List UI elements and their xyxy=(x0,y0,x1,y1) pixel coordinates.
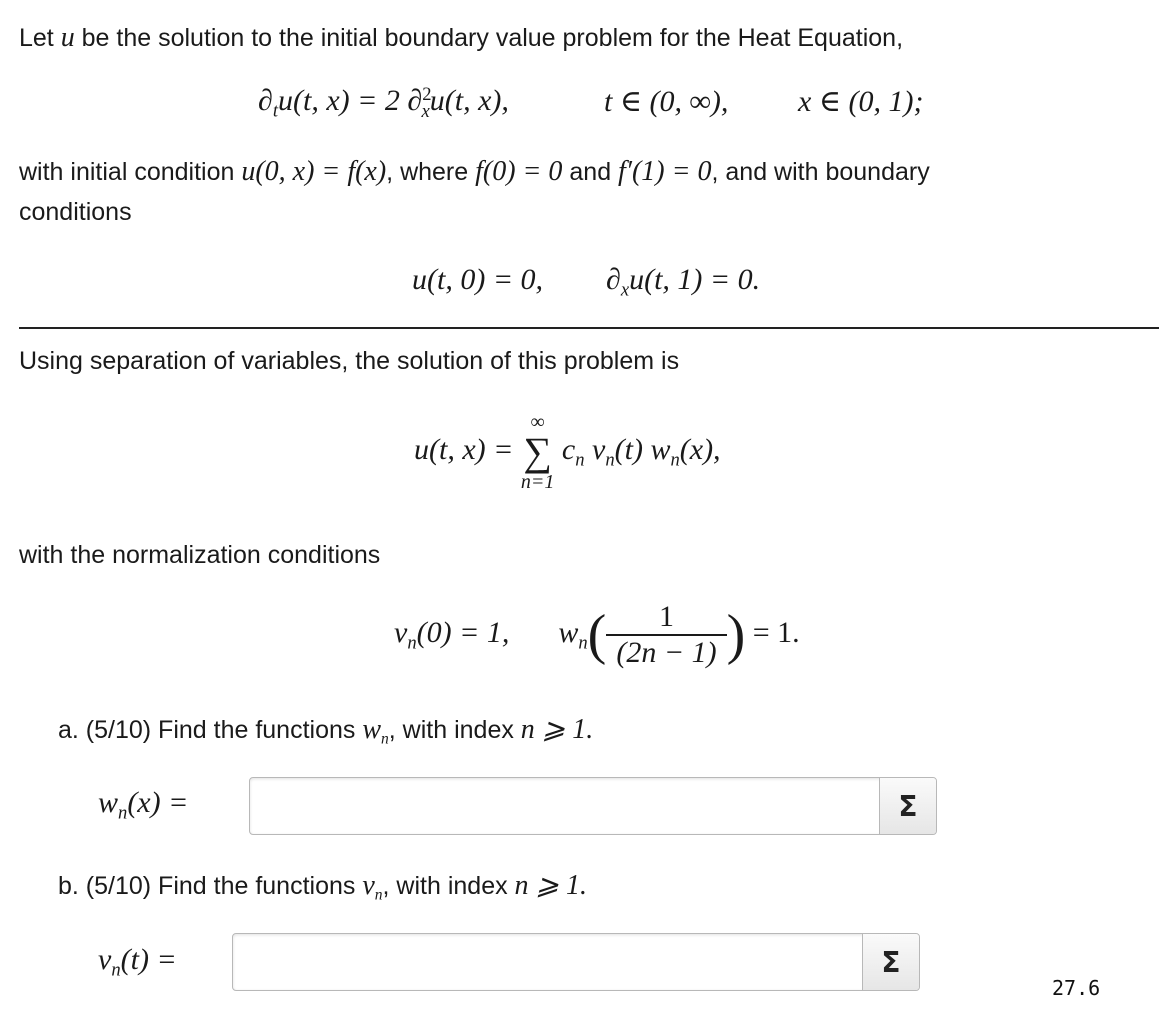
intro-text: Let u be the solution to the initial boundary value problem for the Heat Equation, xyxy=(19,22,904,53)
part-b-answer-box xyxy=(232,933,920,991)
part-b-answer-label: $v_n(t)$ = xyxy=(98,943,177,981)
initial-condition-line2: conditions xyxy=(19,198,132,226)
x-domain: x ∈ (0, 1); xyxy=(798,85,924,118)
normalization-text: with the normalization conditions xyxy=(19,541,381,569)
boundary-condition-1: u(t, 0) = 0, xyxy=(412,263,544,296)
normalization-conditions: $v_n(0) = 1$, $w_n$( $\frac{1}{(2n - 1)}$ ) = 1. xyxy=(394,600,800,669)
t-domain: t ∈ (0, ∞), xyxy=(604,85,729,118)
heat-equation: $\partial_tu(t$, x) = 2 ∂$^2_x$u(t, x), xyxy=(258,84,509,122)
part-b-answer-input[interactable] xyxy=(233,934,862,990)
boundary-condition-2: $\partial_xu(t$, 1) = 0. xyxy=(606,263,761,301)
part-a-answer-input[interactable] xyxy=(250,778,879,834)
part-a-answer-box xyxy=(249,777,937,835)
summation: ∞ ∑ n=1 xyxy=(520,411,555,493)
part-b-math-editor-button[interactable]: Σ xyxy=(862,934,919,990)
part-b-prompt: b. (5/10) Find the functions $v_n$, with index n ⩾ 1. xyxy=(58,870,588,904)
part-a-math-editor-button[interactable]: Σ xyxy=(879,778,936,834)
initial-condition-text: with initial condition u(0, x) = f(x), where f(0) = 0 and f′(1) = 0, and with boundary xyxy=(19,156,930,187)
series-solution: u(t, x) = ∞ ∑ n=1 $c_n$ $v_n(t)$ $w_n(x)$, xyxy=(414,411,721,493)
part-a-prompt: a. (5/10) Find the functions $w_n$, with index n ⩾ 1. xyxy=(58,714,594,748)
divider xyxy=(19,327,1159,329)
normalization-fraction: $\frac{1}{(2n - 1)}$ xyxy=(606,600,726,670)
corner-note: 27.6 xyxy=(1052,976,1101,1000)
separation-text: Using separation of variables, the solution of this problem is xyxy=(19,347,680,375)
part-a-answer-label: $w_n(x)$ = xyxy=(98,786,189,824)
